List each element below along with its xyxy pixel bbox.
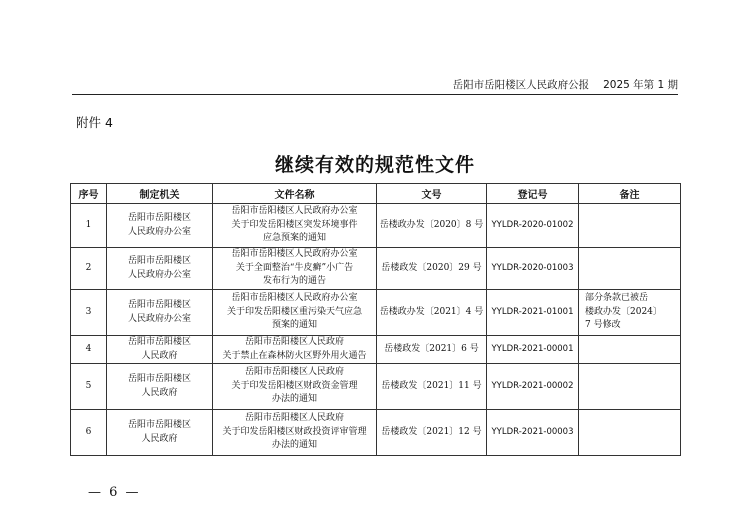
column-header: 文件名称 [213, 184, 377, 204]
cell-document-number: 岳楼政发〔2021〕11 号 [377, 364, 487, 410]
cell-serial-number: 3 [71, 290, 107, 336]
cell-line: 岳阳市岳阳楼区人民政府 [244, 337, 344, 347]
cell-line: 关于印发岳阳楼区财政投资评审管理 [222, 426, 367, 437]
cell-line: 发布行为的通告 [262, 276, 326, 287]
cell-registration-number: YYLDR-2021-00002 [487, 364, 579, 410]
cell-document-name [213, 410, 377, 456]
column-header: 制定机关 [107, 184, 213, 204]
table-row [71, 364, 681, 410]
cell-serial-number: 5 [71, 364, 107, 410]
cell-serial-number: 2 [71, 248, 107, 290]
cell-remarks [579, 204, 681, 248]
cell-line: 岳阳市岳阳楼区 [127, 337, 191, 347]
cell-remarks [579, 290, 681, 336]
column-header: 序号 [71, 184, 107, 204]
cell-line: 岳阳市岳阳楼区 [127, 213, 191, 223]
cell-line: 关于印发岳阳楼区财政资金管理 [231, 380, 358, 391]
cell-line: 楼政办发〔2024〕 [585, 306, 662, 317]
cell-line: 岳阳市岳阳楼区 [127, 256, 191, 266]
table-row [71, 204, 681, 248]
cell-remarks [579, 336, 681, 364]
cell-document-name [213, 336, 377, 364]
cell-serial-number: 4 [71, 336, 107, 364]
cell-document-number: 岳楼政发〔2020〕29 号 [377, 248, 487, 290]
document-title: 继续有效的规范性文件 [274, 154, 475, 176]
cell-line: 人民政府办公室 [127, 269, 191, 280]
cell-registration-number: YYLDR-2021-00001 [487, 336, 579, 364]
cell-issuing-agency [107, 364, 213, 410]
cell-line: 人民政府 [141, 387, 178, 398]
cell-remarks [579, 248, 681, 290]
document-table [70, 183, 681, 456]
cell-remarks [579, 364, 681, 410]
cell-issuing-agency [107, 290, 213, 336]
cell-line: 关于禁止在森林防火区野外用火通告 [222, 350, 367, 361]
cell-line: 办法的通知 [271, 440, 317, 451]
cell-line: 预案的通知 [271, 320, 317, 331]
cell-document-name [213, 204, 377, 248]
cell-line: 人民政府办公室 [127, 226, 191, 237]
cell-serial-number: 1 [71, 204, 107, 248]
cell-line: 人民政府 [141, 350, 178, 361]
cell-document-number: 岳楼政发〔2021〕6 号 [377, 336, 487, 364]
cell-document-number: 岳楼政发〔2021〕12 号 [377, 410, 487, 456]
cell-line: 关于全面整治“牛皮癣”小广告 [235, 262, 354, 273]
cell-line: 岳阳市岳阳楼区 [127, 420, 191, 430]
column-header: 登记号 [487, 184, 579, 204]
cell-line: 岳阳市岳阳楼区人民政府办公室 [231, 293, 358, 304]
cell-line: 人民政府办公室 [127, 313, 191, 324]
column-header: 文号 [377, 184, 487, 204]
cell-registration-number: YYLDR-2021-00003 [487, 410, 579, 456]
cell-issuing-agency [107, 204, 213, 248]
publication-name: 岳阳市岳阳楼区人民政府公报 [452, 79, 590, 91]
cell-remarks [579, 410, 681, 456]
cell-registration-number: YYLDR-2020-01003 [487, 248, 579, 290]
attachment-label: 附件 4 [76, 115, 113, 130]
cell-line: 岳阳市岳阳楼区 [127, 300, 191, 310]
page-number: — 6 — [88, 485, 141, 500]
cell-registration-number: YYLDR-2020-01002 [487, 204, 579, 248]
cell-issuing-agency [107, 410, 213, 456]
cell-document-number: 岳楼政办发〔2021〕4 号 [377, 290, 487, 336]
cell-line: 部分条款已被岳 [585, 293, 649, 304]
cell-line: 7 号修改 [585, 320, 621, 331]
cell-document-number: 岳楼政办发〔2020〕8 号 [377, 204, 487, 248]
cell-line: 岳阳市岳阳楼区人民政府办公室 [231, 206, 358, 217]
issue-number: 2025 年第 1 期 [603, 79, 678, 91]
cell-line: 岳阳市岳阳楼区人民政府 [244, 367, 344, 378]
cell-issuing-agency [107, 248, 213, 290]
cell-issuing-agency [107, 336, 213, 364]
table-header-row [71, 184, 681, 204]
cell-document-name [213, 248, 377, 290]
cell-line: 办法的通知 [271, 394, 317, 405]
cell-line: 岳阳市岳阳楼区 [127, 374, 191, 384]
page-header [72, 78, 678, 95]
cell-line: 关于印发岳阳楼区突发环境事件 [231, 219, 358, 230]
table-row [71, 290, 681, 336]
table-row [71, 248, 681, 290]
cell-serial-number: 6 [71, 410, 107, 456]
column-header: 备注 [579, 184, 681, 204]
cell-line: 人民政府 [141, 433, 178, 444]
cell-line: 应急预案的通知 [262, 233, 326, 244]
table-body [71, 204, 681, 456]
cell-document-name [213, 290, 377, 336]
table-row [71, 336, 681, 364]
cell-line: 岳阳市岳阳楼区人民政府 [244, 413, 344, 424]
table-row [71, 410, 681, 456]
cell-line: 关于印发岳阳楼区重污染天气应急 [226, 306, 362, 317]
cell-registration-number: YYLDR-2021-01001 [487, 290, 579, 336]
cell-document-name [213, 364, 377, 410]
cell-line: 岳阳市岳阳楼区人民政府办公室 [231, 249, 358, 260]
